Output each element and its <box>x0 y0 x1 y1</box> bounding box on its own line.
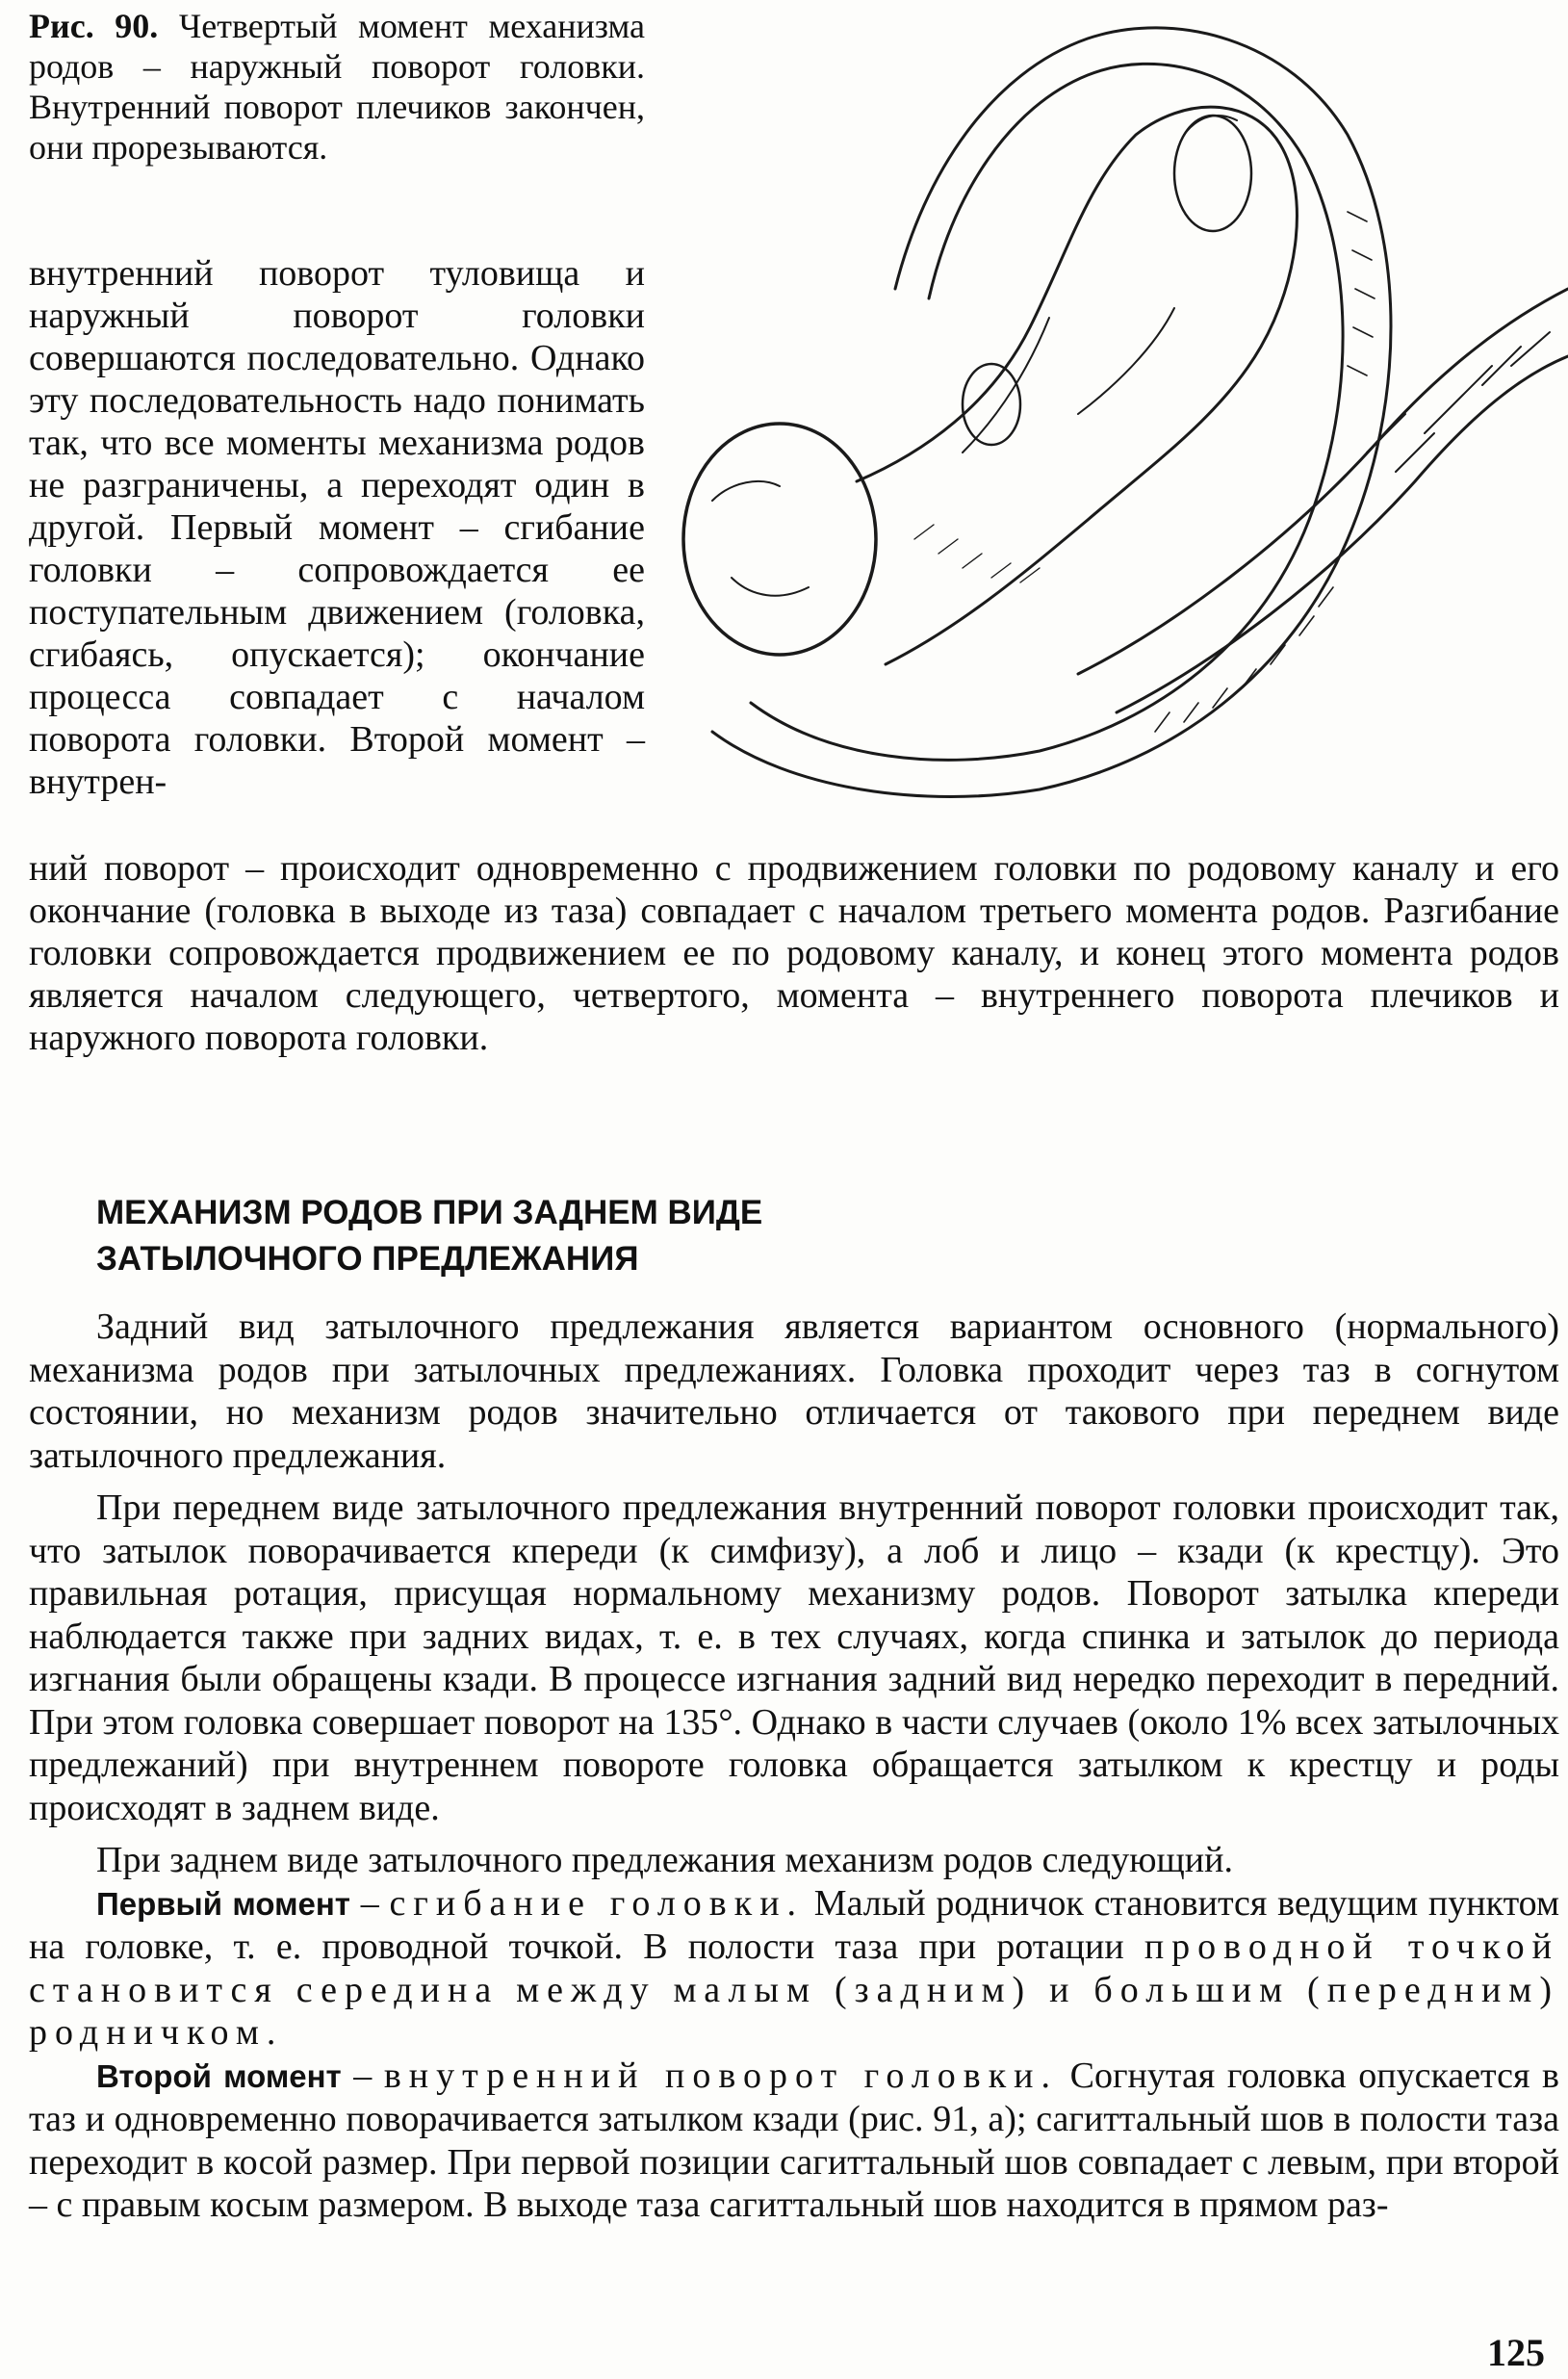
second-moment-text: Согнутая головка опускается в таз и одновременно поворачивается затылком кзади (рис. 91, а); сагиттальный шов в полости таза переходит в косой размер. При первой позиции сагиттальный шов совпадает с левым, при второй – с правым косым размером. В выходе таза сагиттальный шов находится в прямом раз- <box>29 2055 1559 2225</box>
first-moment-text: Малый родничок становится ведущим пунктом на головке, т. е. проводной точкой. В полости таза при ротации <box>29 1882 1559 1967</box>
second-moment-title: внутренний поворот головки. <box>383 2055 1059 2096</box>
section-body <box>29 1306 1559 2227</box>
first-moment-title: сгибание головки. <box>389 1882 805 1924</box>
fetal-knee <box>963 364 1020 445</box>
first-moment-label: Первый момент <box>96 1885 350 1922</box>
second-moment-dash: – <box>341 2055 384 2096</box>
uterus-outer-line <box>712 28 1391 797</box>
first-moment-dash: – <box>349 1882 390 1924</box>
uterus-inner-line <box>751 64 1343 760</box>
paragraph-2: При переднем виде затылочного предлежания внутренний поворот головки происходит так, что затылок поворачивается кпереди (к симфизу), а лоб и лицо – кзади (к крестцу). Это правильная ротация, присущая нормальному механизму родов. Поворот затылка кпереди наблюдается также при задних видах, т. е. в тех случаях, когда спинка и затылок до периода изгнания были обращены кзади. В процессе изгнания задний вид нередко переходит в передний. При этом головка совершает поворот на 135°. Однако в части случаев (около 1% всех затылочных предлежаний) при внутреннем повороте головка обращается затылком к крестцу и роды происходят в заднем виде. <box>29 1487 1559 1828</box>
paragraph-5 <box>29 2055 1559 2227</box>
paragraph-4 <box>29 1882 1559 2055</box>
figure-caption-text: Четвертый момент механизма родов – наружный поворот головки. Внутренний поворот плечиков закончен, они прорезываются. <box>29 7 646 167</box>
second-moment-label: Второй момент <box>96 2057 342 2094</box>
paragraph-1: Задний вид затылочного предлежания является вариантом основного (нормального) механизма родов при затылочных предлежаниях. Головка проходит через таз в согнутом состоянии, но механизм родов значительно отличается от такового при переднем виде затылочного предлежания. <box>29 1306 1559 1476</box>
figure-illustration <box>674 0 1568 828</box>
fetal-head <box>683 424 876 655</box>
section-heading-line-1: МЕХАНИЗМ РОДОВ ПРИ ЗАДНЕМ ВИДЕ <box>96 1194 763 1231</box>
pelvis-line-2 <box>1117 356 1568 712</box>
section-heading <box>96 1190 1251 1282</box>
figure-caption <box>29 6 645 168</box>
figure-label: Рис. 90. <box>29 7 159 45</box>
fetal-body <box>857 107 1297 664</box>
text-continued: ний поворот – происходит одновременно с продвижением головки по родовому каналу и его окончание (головка в выходе из таза) совпадает с началом третьего момента родов. Разгибание головки сопровождается продвижением ее по родовому каналу, и конец этого момента родов является началом следующего, четвертого, момента – внутреннего поворота плечиков и наружного поворота головки. <box>29 848 1559 1058</box>
first-moment-emphasis: проводной точкой становится середина между малым (задним) и большим (передним) родничком. <box>29 1926 1559 2053</box>
section-heading-line-2: ЗАТЫЛОЧНОГО ПРЕДЛЕЖАНИЯ <box>96 1240 639 1278</box>
text-beside-figure: внутренний поворот туловища и наружный поворот головки совершаются последовательно. Однако эту последовательность надо понимать так, что все моменты механизма родов не разграничены, а переходят один в другой. Первый момент – сгибание головки – сопровождается ее поступательным движением (головка, сгибаясь, опускается); окончание процесса совпадает с началом поворота головки. Второй момент – внутрен- <box>29 253 645 802</box>
paragraph-3: При заднем виде затылочного предлежания механизм родов следующий. <box>96 1840 1233 1880</box>
page-number: 125 <box>1487 2331 1545 2374</box>
